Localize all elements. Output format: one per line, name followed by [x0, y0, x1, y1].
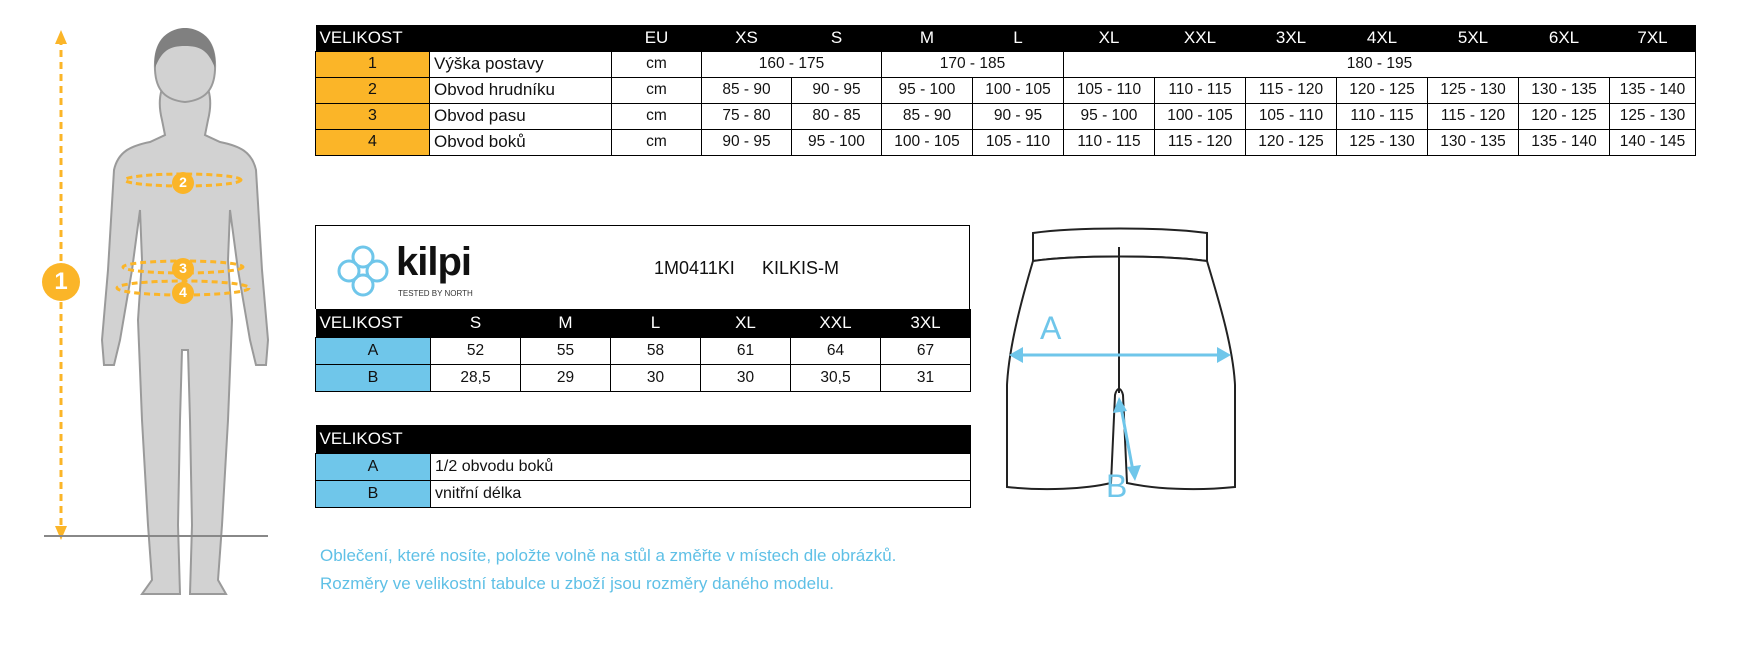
- header-cell: VELIKOST: [316, 425, 971, 453]
- header-cell: XL: [1064, 25, 1155, 51]
- legend-text: vnitřní délka: [431, 480, 971, 507]
- shorts-label-a: A: [1040, 310, 1062, 346]
- header-cell: S: [792, 25, 882, 51]
- unit-cell: cm: [612, 77, 702, 103]
- row-number: 4: [316, 129, 430, 155]
- legend-text: 1/2 obvodu boků: [431, 453, 971, 480]
- value-cell: 30: [701, 364, 791, 391]
- value-cell: 90 - 95: [702, 129, 792, 155]
- body-size-table: [315, 25, 1696, 156]
- unit-cell: cm: [612, 103, 702, 129]
- table-row: [316, 364, 971, 391]
- header-cell: XXL: [791, 309, 881, 337]
- value-cell: 58: [611, 337, 701, 364]
- table-row: [316, 337, 971, 364]
- header-cell: XS: [702, 25, 792, 51]
- value-cell: 28,5: [431, 364, 521, 391]
- marker-3: 3: [179, 260, 187, 276]
- row-number: 1: [316, 51, 430, 77]
- header-cell: 5XL: [1428, 25, 1519, 51]
- product-name: KILKIS-M: [762, 258, 840, 278]
- table-row: [316, 77, 1696, 103]
- table-row: [316, 103, 1696, 129]
- value-cell: 100 - 105: [973, 77, 1064, 103]
- note-line-1: Oblečení, které nosíte, položte volně na stůl a změřte v místech dle obrázků.: [320, 546, 897, 565]
- value-cell: 130 - 135: [1428, 129, 1519, 155]
- row-label: B: [316, 364, 431, 391]
- value-cell: 80 - 85: [792, 103, 882, 129]
- value-cell: 160 - 175: [702, 51, 882, 77]
- shorts-label-b: B: [1106, 468, 1128, 504]
- value-cell: 125 - 130: [1337, 129, 1428, 155]
- value-cell: 110 - 115: [1064, 129, 1155, 155]
- value-cell: 95 - 100: [792, 129, 882, 155]
- header-cell: VELIKOST: [316, 25, 430, 51]
- value-cell: 135 - 140: [1610, 77, 1696, 103]
- legend-table-header: [316, 425, 971, 453]
- value-cell: 170 - 185: [882, 51, 1064, 77]
- value-cell: 140 - 145: [1610, 129, 1696, 155]
- marker-1: 1: [54, 268, 68, 295]
- value-cell: 30,5: [791, 364, 881, 391]
- table-row: [316, 480, 971, 507]
- header-cell: XL: [701, 309, 791, 337]
- measurement-legend-table: [315, 425, 971, 508]
- table-row: [316, 129, 1696, 155]
- product-size-table: [315, 309, 971, 392]
- brand-tagline: TESTED BY NORTH: [398, 289, 473, 298]
- table-row: [316, 51, 1696, 77]
- value-cell: 95 - 100: [1064, 103, 1155, 129]
- row-label: A: [316, 337, 431, 364]
- kilpi-knot-icon: [334, 242, 392, 300]
- header-cell: 3XL: [881, 309, 971, 337]
- value-cell: 125 - 130: [1428, 77, 1519, 103]
- value-cell: 105 - 110: [1064, 77, 1155, 103]
- marker-2: 2: [179, 174, 187, 190]
- value-cell: 110 - 115: [1337, 103, 1428, 129]
- brand-logo: kilpi: [396, 240, 472, 284]
- header-cell: 6XL: [1519, 25, 1610, 51]
- marker-4: 4: [179, 284, 187, 300]
- value-cell: 52: [431, 337, 521, 364]
- row-label: Obvod hrudníku: [430, 77, 612, 103]
- unit-cell: cm: [612, 129, 702, 155]
- body-table-header: [316, 25, 1696, 51]
- row-label: A: [316, 453, 431, 480]
- value-cell: 120 - 125: [1519, 103, 1610, 129]
- value-cell: 110 - 115: [1155, 77, 1246, 103]
- header-cell: EU: [612, 25, 702, 51]
- value-cell: 67: [881, 337, 971, 364]
- header-cell: 3XL: [1246, 25, 1337, 51]
- header-cell: VELIKOST: [316, 309, 431, 337]
- value-cell: 61: [701, 337, 791, 364]
- value-cell: 180 - 195: [1064, 51, 1696, 77]
- row-number: 3: [316, 103, 430, 129]
- value-cell: 31: [881, 364, 971, 391]
- header-cell: L: [611, 309, 701, 337]
- header-cell: L: [973, 25, 1064, 51]
- row-number: 2: [316, 77, 430, 103]
- value-cell: 100 - 105: [882, 129, 973, 155]
- value-cell: 90 - 95: [973, 103, 1064, 129]
- value-cell: 115 - 120: [1246, 77, 1337, 103]
- value-cell: 30: [611, 364, 701, 391]
- header-cell: 4XL: [1337, 25, 1428, 51]
- value-cell: 130 - 135: [1519, 77, 1610, 103]
- value-cell: 55: [521, 337, 611, 364]
- product-table-header: [316, 309, 971, 337]
- unit-cell: cm: [612, 51, 702, 77]
- header-cell: S: [431, 309, 521, 337]
- product-code: 1M0411KI: [654, 258, 735, 278]
- value-cell: 85 - 90: [882, 103, 973, 129]
- product-title-box: [315, 225, 970, 309]
- table-row: [316, 453, 971, 480]
- row-label: Obvod pasu: [430, 103, 612, 129]
- header-cell: [430, 25, 612, 51]
- value-cell: 120 - 125: [1246, 129, 1337, 155]
- header-cell: XXL: [1155, 25, 1246, 51]
- value-cell: 115 - 120: [1155, 129, 1246, 155]
- value-cell: 125 - 130: [1610, 103, 1696, 129]
- value-cell: 115 - 120: [1428, 103, 1519, 129]
- value-cell: 75 - 80: [702, 103, 792, 129]
- note-line-2: Rozměry ve velikostní tabulce u zboží jsou rozměry daného modelu.: [320, 574, 835, 593]
- header-cell: M: [882, 25, 973, 51]
- value-cell: 135 - 140: [1519, 129, 1610, 155]
- value-cell: 64: [791, 337, 881, 364]
- value-cell: 105 - 110: [1246, 103, 1337, 129]
- row-label: B: [316, 480, 431, 507]
- row-label: Výška postavy: [430, 51, 612, 77]
- value-cell: 105 - 110: [973, 129, 1064, 155]
- value-cell: 95 - 100: [882, 77, 973, 103]
- header-cell: 7XL: [1610, 25, 1696, 51]
- value-cell: 85 - 90: [702, 77, 792, 103]
- body-measurement-figure: [30, 20, 320, 610]
- row-label: Obvod boků: [430, 129, 612, 155]
- header-cell: M: [521, 309, 611, 337]
- value-cell: 29: [521, 364, 611, 391]
- value-cell: 120 - 125: [1337, 77, 1428, 103]
- value-cell: 90 - 95: [792, 77, 882, 103]
- value-cell: 100 - 105: [1155, 103, 1246, 129]
